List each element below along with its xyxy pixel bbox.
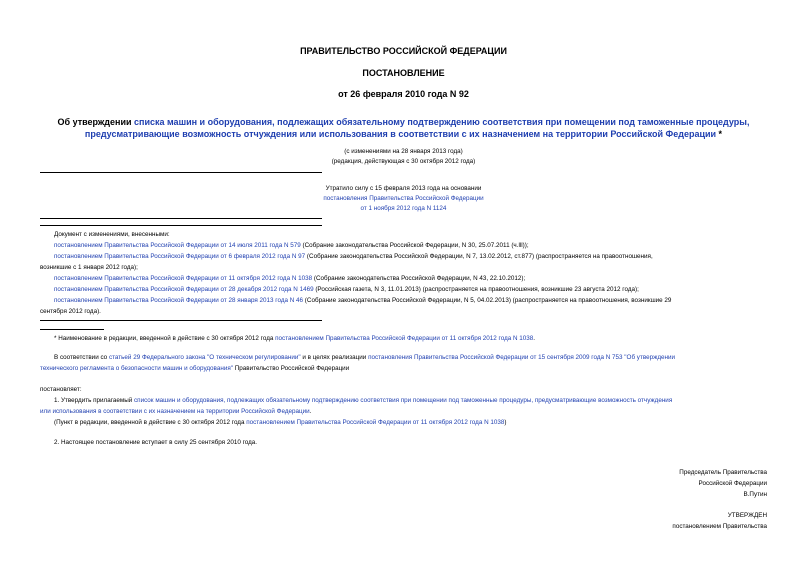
amendment-link[interactable]: постановлением Правительства Российской Федерации от 11 октября 2012 года N 1038 bbox=[54, 275, 313, 282]
decree-point-1: 1. Утвердить прилагаемый список машин и оборудования, подлежащих обязательному подтверждению соответствия при помещении под таможенные процедуры, предусматривающие возможность отчуждения bbox=[54, 397, 673, 404]
amendment-item: постановлением Правительства Российской Федерации от 6 февраля 2012 года N 97 (Собрание законодательства Российской Федерации, N 7, 13.02.2012, ст.877) (распространяется на правоотношения, bbox=[54, 253, 653, 260]
amendment-link[interactable]: постановлением Правительства Российской Федерации от 6 февраля 2012 года N 97 bbox=[54, 253, 306, 260]
amendment-link[interactable]: постановлением Правительства Российской Федерации от 28 декабря 2012 года N 1469 bbox=[54, 286, 314, 293]
document-date-number: от 26 февраля 2010 года N 92 bbox=[338, 89, 469, 99]
law-article-link[interactable]: статьей 29 Федерального закона "О техническом регулировании" bbox=[108, 354, 301, 361]
divider bbox=[40, 218, 322, 219]
preamble-cont: технического регламента о безопасности машин и оборудования" Правительство Российской Федерации bbox=[40, 365, 350, 372]
approved-stamp: УТВЕРЖДЕН bbox=[727, 512, 767, 519]
document-type: ПОСТАНОВЛЕНИЕ bbox=[362, 68, 445, 78]
machine-list-link[interactable]: список машин и оборудования, подлежащих обязательному подтверждению соответствия при помещении под таможенные процедуры, предусматривающие возможность отчуждения bbox=[134, 397, 673, 404]
signature-title: Председатель Правительства bbox=[679, 469, 767, 476]
footnote: * Наименование в редакции, введенной в действие с 30 октября 2012 года постановлением Правительства Российской Федерации от 11 октября 2012 года N 1038. bbox=[54, 335, 536, 342]
footnote-rule bbox=[40, 329, 104, 330]
title-suffix: * bbox=[716, 129, 723, 139]
preamble: В соответствии со статьей 29 Федерального закона "О техническом регулировании" и в целях реализации постановления Правительства Российской Федерации от 15 сентября 2009 года N 753 "Об утверждении bbox=[54, 354, 676, 361]
amendment-item: постановлением Правительства Российской Федерации от 11 октября 2012 года N 1038 (Собрание законодательства Российской Федерации, N 43, 22.10.2012); bbox=[54, 275, 526, 282]
decree-intro: постановляет: bbox=[40, 386, 82, 393]
amendments-intro: Документ с изменениями, внесенными: bbox=[54, 231, 170, 238]
title-link-cont[interactable]: предусматривающие возможность отчуждения или использования в соответствии с их назначением на территории Российской Федерации bbox=[84, 129, 717, 139]
repealed-link-cont[interactable]: от 1 ноября 2012 года N 1124 bbox=[360, 205, 447, 212]
footnote-link[interactable]: постановлением Правительства Российской Федерации от 11 октября 2012 года N 1038 bbox=[275, 335, 534, 342]
decree-point-1-note: (Пункт в редакции, введенной в действие с 30 октября 2012 года постановлением Правительства Российской Федерации от 11 октября 2012 года N 1038) bbox=[54, 419, 507, 426]
title-prefix: Об утверждении bbox=[57, 117, 135, 127]
title-link[interactable]: списка машин и оборудования, подлежащих обязательному подтверждению соответствия при помещении под таможенные процедуры, bbox=[134, 117, 750, 127]
approved-by: постановлением Правительства bbox=[672, 523, 767, 530]
repealed-link[interactable]: постановления Правительства Российской Федерации bbox=[323, 195, 484, 202]
divider bbox=[40, 225, 322, 226]
repealed-note: Утратило силу с 15 февраля 2013 года на основании bbox=[325, 185, 482, 192]
amendment-item-cont: возникшие с 1 января 2012 года); bbox=[40, 264, 138, 271]
amendment-item: постановлением Правительства Российской Федерации от 28 января 2013 года N 46 (Собрание законодательства Российской Федерации, N 5, 04.02.2013) (распространяется на правоотношения, возникшие 29 bbox=[54, 297, 672, 304]
edition-current: (редакция, действующая с 30 октября 2012 года) bbox=[331, 158, 476, 165]
government-heading: ПРАВИТЕЛЬСТВО РОССИЙСКОЙ ФЕДЕРАЦИИ bbox=[300, 46, 507, 56]
amendment-note-link[interactable]: постановлением Правительства Российской Федерации от 11 октября 2012 года N 1038 bbox=[246, 419, 505, 426]
amendment-link[interactable]: постановлением Правительства Российской Федерации от 28 января 2013 года N 46 bbox=[54, 297, 304, 304]
amendment-item: постановлением Правительства Российской Федерации от 14 июля 2011 года N 579 (Собрание законодательства Российской Федерации, N 30, 25.07.2011 (ч.lll)); bbox=[54, 242, 529, 249]
machine-list-link-cont[interactable]: или использования в соответствии с их назначением на территории Российской Федерации bbox=[40, 408, 310, 415]
document-title bbox=[0, 117, 807, 127]
decree-point-1-cont: или использования в соответствии с их назначением на территории Российской Федерации. bbox=[40, 408, 312, 415]
decree-point-2: 2. Настоящее постановление вступает в силу 25 сентября 2010 года. bbox=[54, 439, 258, 446]
amendment-item: постановлением Правительства Российской Федерации от 28 декабря 2012 года N 1469 (Российская газета, N 3, 11.01.2013) (распространяется на правоотношения, возникшие 23 августа 2012 года); bbox=[54, 286, 639, 293]
divider bbox=[40, 320, 322, 321]
signature-name: В.Путин bbox=[743, 491, 767, 498]
amendment-item-cont: сентября 2012 года). bbox=[40, 308, 101, 315]
document-title-line2 bbox=[0, 129, 807, 139]
regulation-link-cont[interactable]: технического регламента о безопасности машин и оборудования" bbox=[40, 365, 233, 372]
regulation-link[interactable]: постановления Правительства Российской Федерации от 15 сентября 2009 года N 753 "Об утверждении bbox=[368, 354, 676, 361]
amendment-link[interactable]: постановлением Правительства Российской Федерации от 14 июля 2011 года N 579 bbox=[54, 242, 301, 249]
signature-title-cont: Российской Федерации bbox=[698, 480, 767, 487]
divider bbox=[40, 172, 322, 173]
edition-changes: (с изменениями на 28 января 2013 года) bbox=[344, 148, 463, 155]
